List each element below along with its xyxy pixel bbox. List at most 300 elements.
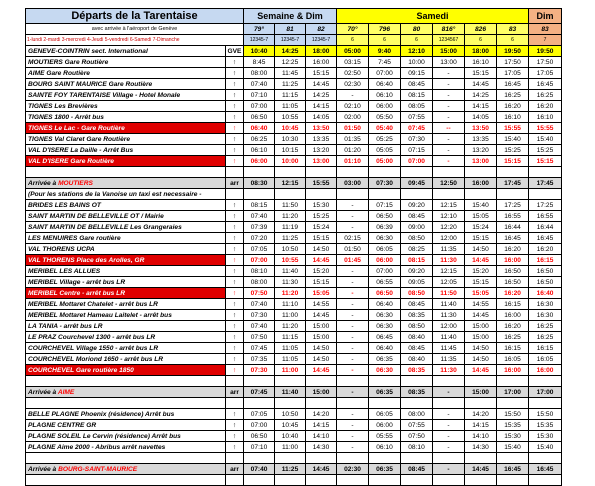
time-cell: 06:50: [244, 431, 275, 442]
service-number: 83: [529, 24, 562, 35]
stop-label: COURCHEVEL Village 1550 - arrêt bus LR: [28, 344, 159, 352]
time-cell: 10:30: [275, 134, 306, 145]
arrival-label: Arrivée à: [28, 465, 59, 473]
stop-label: MERIBEL Centre - arrêt bus LR: [28, 289, 125, 297]
table-row: [26, 200, 562, 211]
time-cell: 08:45: [401, 464, 433, 475]
time-cell: [275, 189, 306, 200]
time-cell: 16:20: [497, 101, 529, 112]
service-number: 796: [369, 24, 401, 35]
service-days-code: 6: [401, 35, 433, 46]
table-row: [26, 365, 562, 376]
spacer-row: [26, 453, 562, 464]
direction-mark: ↑: [226, 233, 244, 244]
time-cell: 12:15: [433, 200, 465, 211]
direction-mark: ↑: [226, 134, 244, 145]
time-cell: 05:50: [369, 112, 401, 123]
empty-cell: [369, 167, 401, 178]
empty-cell: [369, 398, 401, 409]
time-cell: 15:15: [465, 233, 497, 244]
empty-cell: [244, 475, 275, 486]
time-cell: 16:25: [529, 332, 562, 343]
empty-cell: [401, 376, 433, 387]
time-cell: 11:05: [275, 343, 306, 354]
time-cell: 15:40: [529, 442, 562, 453]
time-cell: 16:10: [529, 112, 562, 123]
service-days-code: 12345-7: [244, 35, 275, 46]
stop-name: [26, 57, 226, 68]
time-cell: 07:50: [401, 431, 433, 442]
direction-mark: ↑: [226, 101, 244, 112]
time-cell: 01:45: [337, 255, 369, 266]
time-cell: 15:50: [497, 409, 529, 420]
empty-cell: [401, 167, 433, 178]
direction-mark: arr: [226, 178, 244, 189]
stop-name: [26, 200, 226, 211]
time-cell: 14:45: [465, 310, 497, 321]
time-cell: 08:35: [401, 365, 433, 376]
stop-label: LES MENUIRES Gare routière: [28, 234, 121, 242]
stop-name: [26, 288, 226, 299]
stop-name: [26, 354, 226, 365]
empty-cell: [26, 398, 226, 409]
time-cell: 07:40: [244, 79, 275, 90]
time-cell: 07:55: [401, 420, 433, 431]
time-cell: -: [433, 387, 465, 398]
stop-label: VAL D'ISERE Gare Routière: [28, 157, 114, 165]
time-cell: 01:50: [337, 244, 369, 255]
time-cell: 14:25: [465, 90, 497, 101]
time-cell: 16:45: [497, 79, 529, 90]
time-cell: 06:40: [369, 299, 401, 310]
time-cell: 16:40: [529, 288, 562, 299]
empty-cell: [306, 167, 337, 178]
time-cell: 16:20: [529, 244, 562, 255]
empty-cell: [26, 475, 226, 486]
stop-name: [26, 431, 226, 442]
empty-cell: [369, 376, 401, 387]
time-cell: 15:15: [306, 233, 337, 244]
service-number: 83: [497, 24, 529, 35]
service-number: 80: [401, 24, 433, 35]
time-cell: 06:05: [369, 409, 401, 420]
service-number: 82: [306, 24, 337, 35]
empty-cell: [497, 475, 529, 486]
stop-label: PLAGNE CENTRE GR: [28, 421, 97, 429]
time-cell: 11:40: [433, 299, 465, 310]
time-cell: -: [337, 266, 369, 277]
time-cell: 10:40: [244, 46, 275, 57]
table-row: [26, 266, 562, 277]
time-cell: 11:50: [275, 200, 306, 211]
stop-label: AIME Gare Routière: [28, 69, 90, 77]
stop-name: [26, 79, 226, 90]
time-cell: 14:50: [306, 354, 337, 365]
table-row: [26, 46, 562, 57]
time-cell: 13:35: [306, 134, 337, 145]
time-cell: 15:25: [306, 211, 337, 222]
days-legend: 1-lundi 2-mardi 3-mercredi 4-Jeudi 5-vendredi 6-Samedi 7-Dimanche: [26, 35, 244, 46]
time-cell: 02:50: [337, 68, 369, 79]
time-cell: -: [337, 409, 369, 420]
empty-cell: [337, 475, 369, 486]
time-cell: -: [337, 387, 369, 398]
time-cell: -: [337, 354, 369, 365]
empty-cell: [497, 376, 529, 387]
empty-cell: [337, 167, 369, 178]
time-cell: 16:50: [497, 277, 529, 288]
time-cell: 16:45: [529, 79, 562, 90]
time-cell: 05:25: [369, 134, 401, 145]
time-cell: 11:15: [275, 90, 306, 101]
time-cell: 01:10: [337, 156, 369, 167]
empty-cell: [275, 167, 306, 178]
time-cell: -: [433, 134, 465, 145]
time-cell: 15:00: [465, 387, 497, 398]
time-cell: [369, 189, 401, 200]
time-cell: 16:30: [529, 299, 562, 310]
time-cell: 16:05: [497, 354, 529, 365]
time-cell: 07:40: [244, 211, 275, 222]
table-row: [26, 189, 562, 200]
stop-name: [26, 255, 226, 266]
time-cell: 14:45: [306, 79, 337, 90]
time-cell: 01:35: [337, 134, 369, 145]
time-cell: 15:25: [529, 145, 562, 156]
direction-mark: ↑: [226, 343, 244, 354]
time-cell: 11:05: [275, 101, 306, 112]
empty-cell: [337, 398, 369, 409]
stop-name: [26, 68, 226, 79]
direction-mark: arr: [226, 387, 244, 398]
stop-label: AIME: [57, 388, 75, 396]
time-cell: 11:40: [275, 266, 306, 277]
time-cell: 07:00: [401, 156, 433, 167]
empty-cell: [465, 453, 497, 464]
time-cell: 02:15: [337, 233, 369, 244]
time-cell: 06:55: [369, 277, 401, 288]
empty-cell: [26, 167, 226, 178]
empty-cell: [226, 475, 244, 486]
direction-mark: ↑: [226, 57, 244, 68]
time-cell: 17:45: [529, 178, 562, 189]
empty-cell: [465, 398, 497, 409]
direction-mark: ↑: [226, 112, 244, 123]
time-cell: -: [433, 156, 465, 167]
time-cell: 11:45: [433, 343, 465, 354]
empty-cell: [401, 475, 433, 486]
stop-name: [26, 464, 226, 475]
direction-mark: ↑: [226, 365, 244, 376]
table-row: [26, 156, 562, 167]
arrival-label: Arrivée à: [28, 179, 59, 187]
direction-mark: ↑: [226, 321, 244, 332]
time-cell: 14:45: [306, 365, 337, 376]
time-cell: 09:20: [401, 200, 433, 211]
time-cell: 15:00: [306, 321, 337, 332]
time-cell: 11:30: [275, 277, 306, 288]
time-cell: -: [337, 343, 369, 354]
time-cell: 07:00: [244, 420, 275, 431]
stop-name: [26, 189, 226, 200]
time-cell: -: [337, 420, 369, 431]
time-cell: 07:15: [401, 145, 433, 156]
time-cell: 15:00: [306, 387, 337, 398]
time-cell: 06:39: [369, 222, 401, 233]
header-row: [26, 9, 562, 24]
time-cell: 08:00: [244, 68, 275, 79]
time-cell: 07:00: [244, 255, 275, 266]
time-cell: 07:30: [369, 178, 401, 189]
time-cell: 14:15: [306, 420, 337, 431]
time-cell: 03:00: [337, 178, 369, 189]
stop-label: GENEVE-COINTRIN sect. International: [28, 47, 148, 55]
stop-label: MERIBEL Village - arrêt bus LR: [28, 278, 126, 286]
time-cell: 17:25: [497, 200, 529, 211]
time-cell: 16:30: [529, 310, 562, 321]
direction-mark: ↑: [226, 354, 244, 365]
service-days-code: 12345-7: [275, 35, 306, 46]
time-cell: -: [337, 365, 369, 376]
time-cell: 14:30: [465, 442, 497, 453]
time-cell: 06:45: [369, 332, 401, 343]
time-cell: 07:00: [244, 101, 275, 112]
empty-cell: [401, 453, 433, 464]
empty-cell: [226, 167, 244, 178]
time-cell: 16:50: [529, 266, 562, 277]
time-cell: 07:50: [244, 332, 275, 343]
time-cell: 13:00: [306, 156, 337, 167]
table-row: [26, 222, 562, 233]
stop-name: [26, 178, 226, 189]
table-row: [26, 255, 562, 266]
table-row: [26, 244, 562, 255]
time-cell: 07:30: [244, 365, 275, 376]
time-cell: 11:25: [275, 464, 306, 475]
time-cell: 07:45: [244, 387, 275, 398]
empty-cell: [244, 453, 275, 464]
time-cell: 07:35: [244, 354, 275, 365]
table-row: [26, 112, 562, 123]
time-cell: 11:35: [433, 354, 465, 365]
time-cell: -: [337, 211, 369, 222]
stop-name: [26, 299, 226, 310]
service-days-code: 6: [337, 35, 369, 46]
time-cell: 11:35: [433, 244, 465, 255]
table-row: [26, 442, 562, 453]
time-cell: 06:00: [369, 255, 401, 266]
time-cell: [529, 189, 562, 200]
time-cell: 06:30: [369, 233, 401, 244]
direction-mark: ↑: [226, 68, 244, 79]
time-cell: 02:10: [337, 101, 369, 112]
table-row: [26, 233, 562, 244]
time-cell: 15:15: [465, 277, 497, 288]
time-cell: -: [433, 464, 465, 475]
time-cell: 07:40: [244, 464, 275, 475]
service-number: 826: [465, 24, 497, 35]
time-cell: 15:00: [465, 332, 497, 343]
table-row: [26, 123, 562, 134]
time-cell: 08:25: [401, 244, 433, 255]
time-cell: 17:25: [529, 200, 562, 211]
time-cell: 17:00: [497, 387, 529, 398]
service-days-code: 6: [369, 35, 401, 46]
stop-name: [26, 343, 226, 354]
time-cell: 06:10: [369, 442, 401, 453]
time-cell: 10:50: [275, 409, 306, 420]
time-cell: 12:10: [433, 211, 465, 222]
time-cell: 17:45: [497, 178, 529, 189]
time-cell: 16:25: [529, 321, 562, 332]
spacer-row: [26, 167, 562, 178]
time-cell: 15:30: [497, 431, 529, 442]
time-cell: 14:05: [306, 112, 337, 123]
time-cell: 13:20: [465, 145, 497, 156]
time-cell: 16:45: [529, 233, 562, 244]
time-cell: 16:20: [497, 244, 529, 255]
time-cell: 07:05: [244, 409, 275, 420]
time-cell: 16:20: [497, 288, 529, 299]
time-cell: 08:45: [401, 211, 433, 222]
time-cell: 06:50: [369, 211, 401, 222]
stop-label: BOURG-SAINT-MAURICE: [58, 465, 138, 473]
time-cell: 10:45: [275, 420, 306, 431]
time-cell: 15:00: [306, 332, 337, 343]
time-cell: 07:05: [244, 244, 275, 255]
stop-name: [26, 233, 226, 244]
time-cell: 07:55: [401, 112, 433, 123]
empty-cell: [433, 398, 465, 409]
time-cell: 15:30: [306, 200, 337, 211]
time-cell: 12:50: [433, 178, 465, 189]
time-cell: 10:00: [401, 57, 433, 68]
time-cell: 11:00: [275, 442, 306, 453]
time-cell: 08:15: [244, 200, 275, 211]
time-cell: 11:25: [275, 233, 306, 244]
time-cell: 8:45: [244, 57, 275, 68]
stop-label: BRIDES LES BAINS OT: [28, 201, 101, 209]
stop-label: TIGNES Le Lac - Gare Routière: [28, 124, 125, 132]
empty-cell: [244, 167, 275, 178]
time-cell: 08:45: [401, 79, 433, 90]
time-cell: 16:05: [529, 354, 562, 365]
direction-mark: ↑: [226, 277, 244, 288]
time-cell: 07:00: [369, 266, 401, 277]
time-cell: -: [337, 288, 369, 299]
time-cell: 11:50: [433, 288, 465, 299]
time-cell: 15:15: [465, 68, 497, 79]
time-cell: 06:40: [244, 123, 275, 134]
time-cell: [337, 189, 369, 200]
time-cell: 06:50: [244, 112, 275, 123]
direction-mark: ↑: [226, 255, 244, 266]
direction-mark: ↑: [226, 244, 244, 255]
table-row: [26, 145, 562, 156]
time-cell: 08:40: [401, 332, 433, 343]
time-cell: 12:00: [433, 233, 465, 244]
time-cell: -: [433, 145, 465, 156]
time-cell: 06:25: [244, 134, 275, 145]
time-cell: 11:15: [275, 332, 306, 343]
time-cell: 08:35: [401, 310, 433, 321]
time-cell: 16:15: [497, 343, 529, 354]
time-cell: 17:05: [529, 68, 562, 79]
empty-cell: [529, 453, 562, 464]
time-cell: 16:00: [306, 57, 337, 68]
stop-label: TIGNES Val Claret Gare Routière: [28, 135, 130, 143]
empty-cell: [529, 167, 562, 178]
stop-label: SAINT MARTIN DE BELLEVILLE Les Grangeraies: [28, 223, 182, 231]
empty-cell: [497, 167, 529, 178]
empty-cell: [369, 453, 401, 464]
stop-label: VAL D'ISERE La Daille - Arrêt Bus: [28, 146, 134, 154]
time-cell: 12:25: [275, 57, 306, 68]
time-cell: 08:35: [401, 387, 433, 398]
stop-label: VAL THORENS Place des Arolles, GR: [28, 256, 145, 264]
time-cell: -: [433, 420, 465, 431]
time-cell: 14:45: [465, 365, 497, 376]
time-cell: 11:30: [433, 365, 465, 376]
time-cell: 16:50: [529, 277, 562, 288]
direction-mark: ↑: [226, 222, 244, 233]
spacer-row: [26, 376, 562, 387]
time-cell: 10:55: [275, 255, 306, 266]
time-cell: 12:00: [433, 321, 465, 332]
service-days-code: 7: [529, 35, 562, 46]
direction-mark: ↑: [226, 123, 244, 134]
time-cell: 14:25: [306, 90, 337, 101]
table-row: [26, 211, 562, 222]
time-cell: 15:24: [306, 222, 337, 233]
time-cell: 14:10: [306, 431, 337, 442]
service-days-code: 6: [465, 35, 497, 46]
time-cell: -: [337, 442, 369, 453]
time-cell: 08:45: [401, 299, 433, 310]
service-number: 816°: [433, 24, 465, 35]
time-cell: 07:30: [244, 310, 275, 321]
time-cell: 05:40: [369, 123, 401, 134]
time-cell: 14:45: [465, 255, 497, 266]
time-cell: 11:40: [433, 332, 465, 343]
time-cell: 14:20: [306, 409, 337, 420]
stop-label: MERIBEL LES ALLUES: [28, 267, 101, 275]
time-cell: 05:05: [369, 145, 401, 156]
time-cell: 06:00: [369, 420, 401, 431]
time-cell: 08:00: [401, 409, 433, 420]
time-cell: 01:20: [337, 145, 369, 156]
time-cell: 11:05: [275, 354, 306, 365]
empty-cell: [226, 453, 244, 464]
spacer-row: [26, 398, 562, 409]
time-cell: 15:30: [529, 431, 562, 442]
time-cell: 08:30: [244, 178, 275, 189]
time-cell: [433, 189, 465, 200]
time-cell: 11:30: [433, 255, 465, 266]
time-cell: 16:45: [497, 233, 529, 244]
empty-cell: [244, 376, 275, 387]
time-cell: 08:50: [401, 288, 433, 299]
time-cell: 06:00: [369, 101, 401, 112]
time-cell: 14:50: [306, 343, 337, 354]
time-cell: [401, 189, 433, 200]
time-cell: 09:05: [401, 277, 433, 288]
empty-cell: [306, 376, 337, 387]
time-cell: 14:10: [465, 431, 497, 442]
stop-label: SAINTE FOY TARENTAISE Village - Hotel Monale: [28, 91, 181, 99]
empty-cell: [275, 453, 306, 464]
arrival-row: [26, 178, 562, 189]
